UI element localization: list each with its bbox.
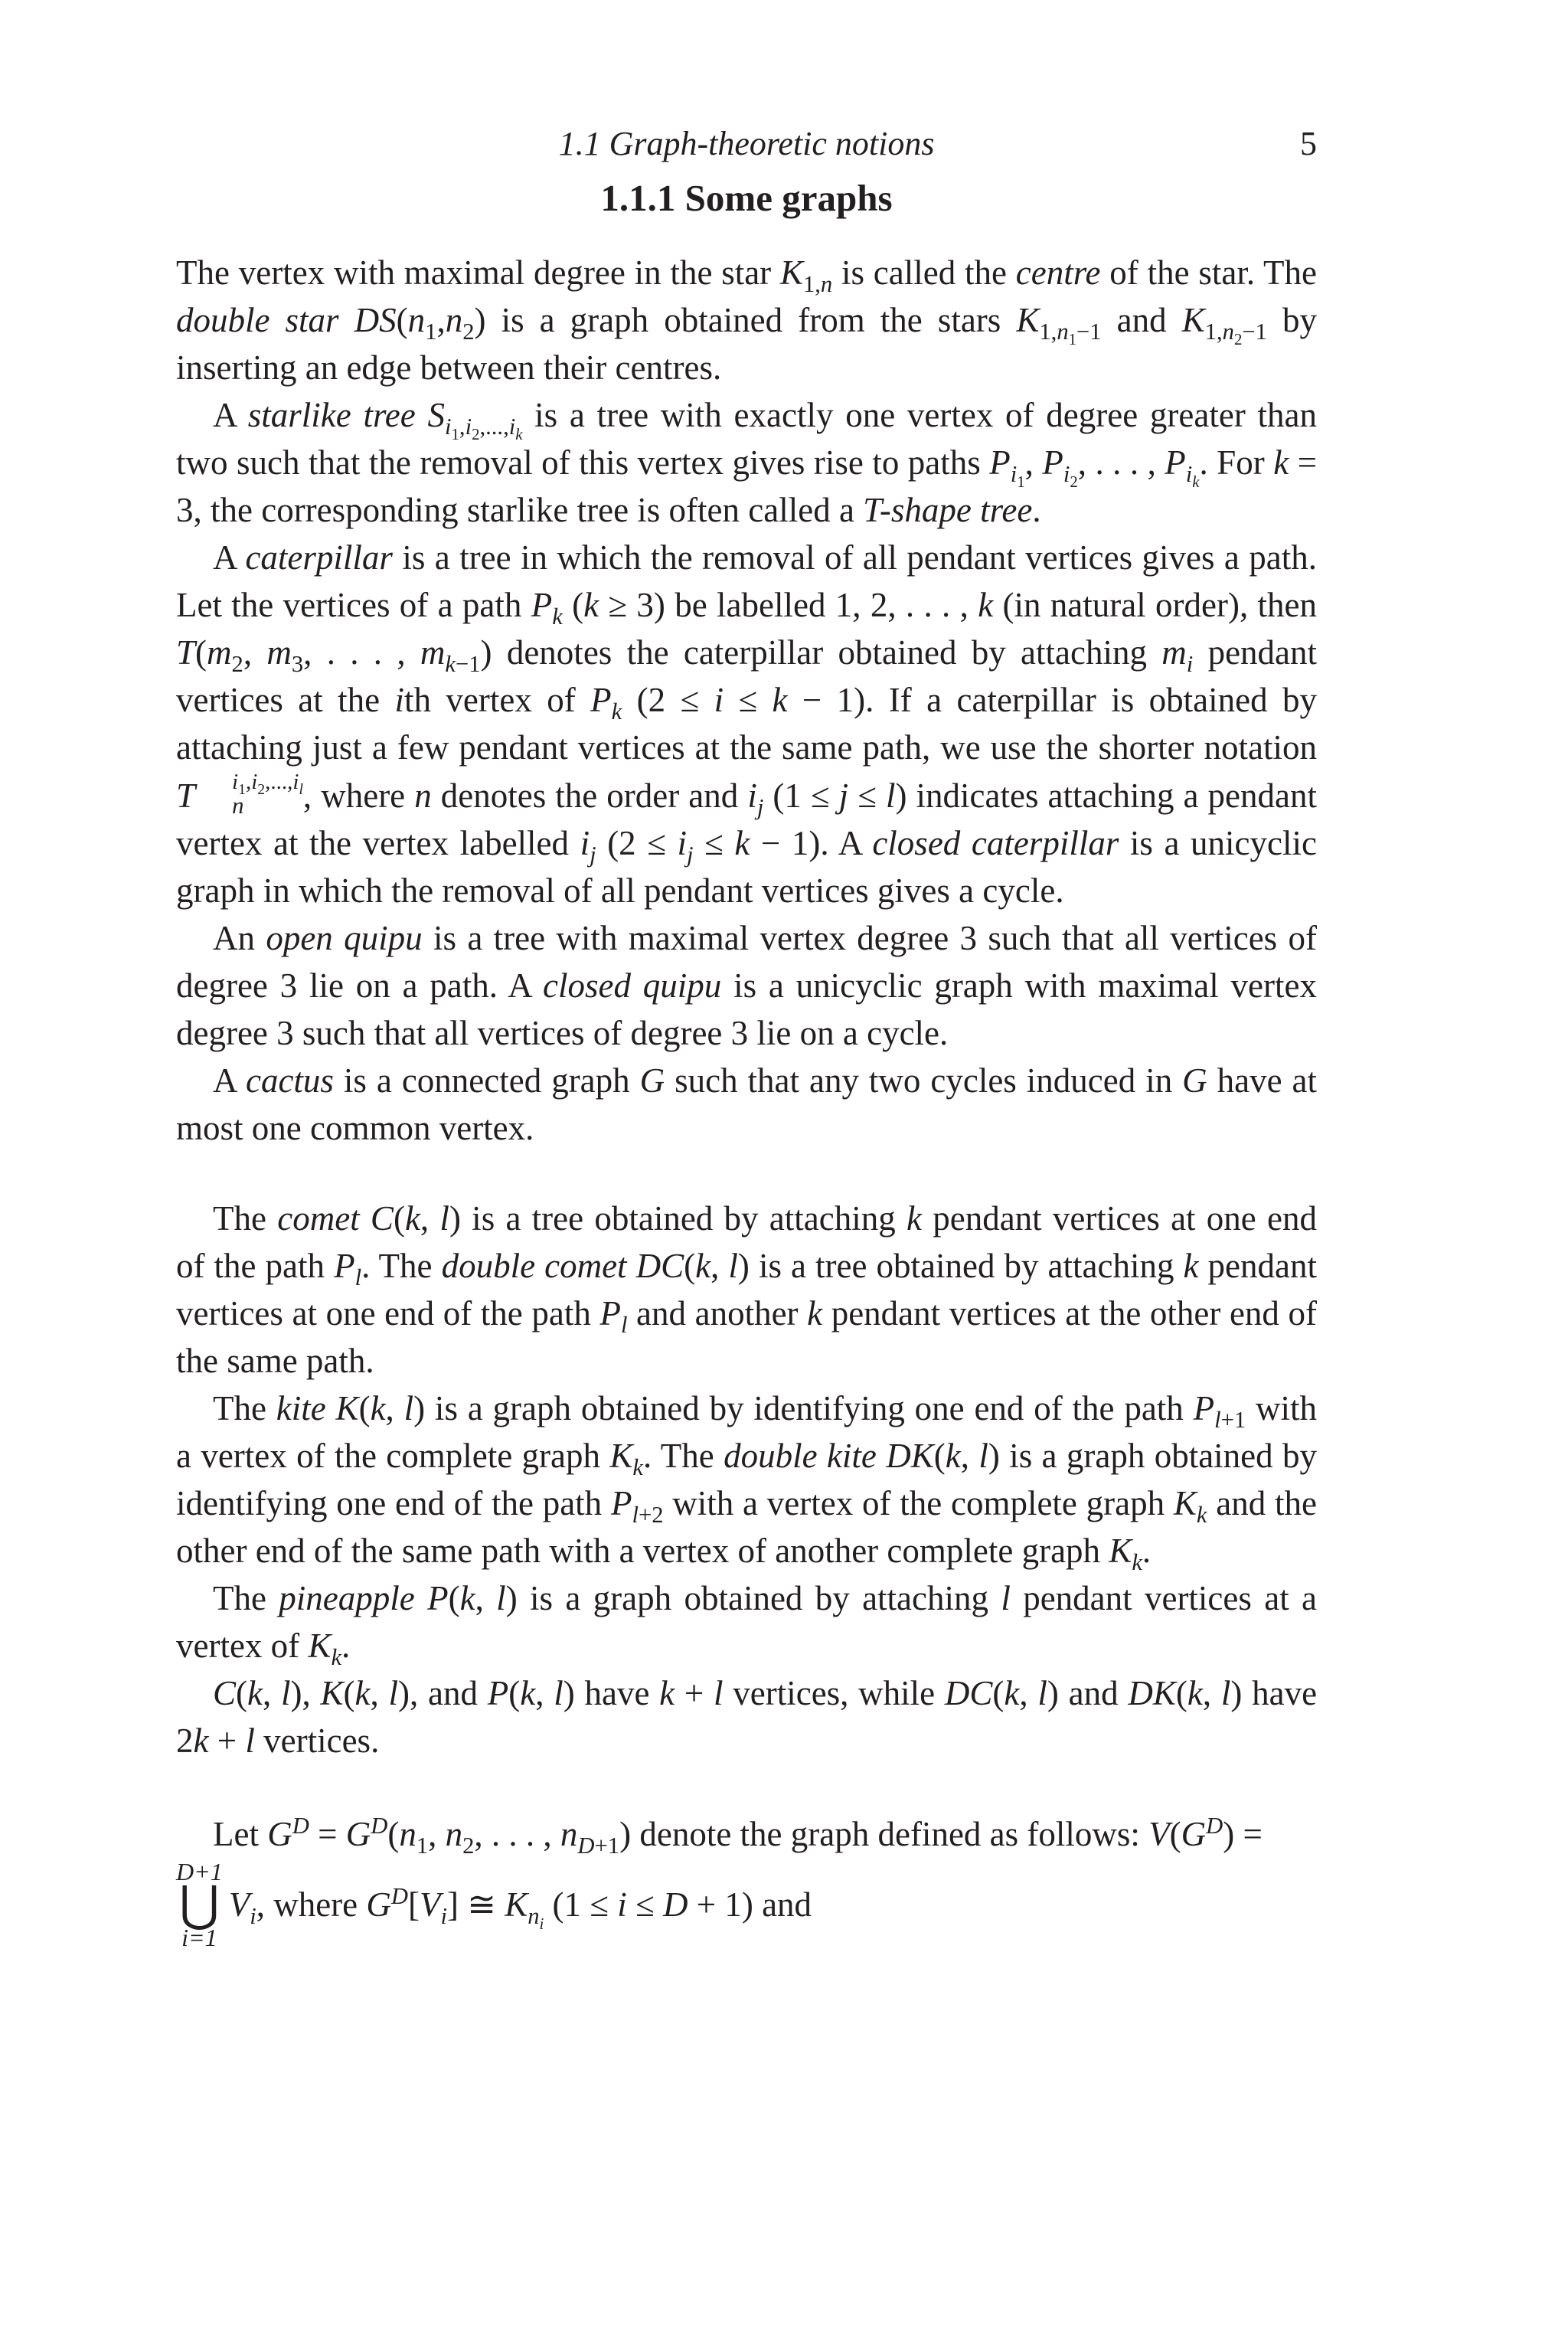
page-number: 5 [1300, 125, 1317, 162]
paragraph-gd-definition: Let $G^D = G^D(n_1$, $n_2$, . . . , $n_{D+1}$) denote the graph defined as follows: $V(G^D)$ = [213, 1813, 1263, 1859]
paragraph-cactus: A cactus is a connected graph G such that any two cycles induced in G have at most one common vertex. [176, 1061, 1318, 1147]
paragraph-pineapple: The pineapple P(k, l) is a graph obtained by attaching l pendant vertices at a vertex of $K_k$. [176, 1579, 1318, 1670]
paragraph-starlike: A starlike tree $S_{i_1,i_2,...,i_k}$ is a tree with exactly one vertex of degree greater than two such that the removal of this vertex gives rise to paths $P_{i_1}$, $P_{i_2}$, . . . , $P_{i_k}$. For k = 3, the corresponding starlike tree is often called a T-shape tree. [176, 396, 1318, 529]
paragraph-vertex-counts: C(k, l), K(k, l), and P(k, l) have k + l vertices, while DC(k, l) and DK(k, l) have 2k + l vertices. [176, 1674, 1318, 1760]
paragraph-kite: The kite K(k, l) is a graph obtained by identifying one end of the path $P_{l+1}$ with a vertex of the complete graph $K_k$. The double kite DK(k, l) is a graph obtained by identifying one end of the path $P_{l+2}$ with a vertex of the complete graph $K_k$ and the other end of the same path with a vertex of another complete graph $K_k$. [176, 1389, 1318, 1575]
running-head [176, 115, 1317, 176]
paragraph-star: The vertex with maximal degree in the star $K_{1,n}$ is called the centre of the star. The double star $DS(n_1,n_2)$ is a graph obtained from the stars $K_{1,n_1-1}$ and $K_{1,n_2-1}$ by inserting an edge between their centres. [176, 253, 1318, 387]
paragraph-gap [176, 1152, 1317, 1195]
section-title: 1.1.1 Some graphs [600, 177, 893, 219]
running-title: 1.1 Graph-theoretic notions [558, 125, 935, 162]
paragraph-comet: The comet C(k, l) is a tree obtained by attaching k pendant vertices at one end of the path $P_l$. The double comet DC(k, l) is a tree obtained by attaching k pendant vertices at one end of the path $P_l$ and another k pendant vertices at the other end of the same path. [176, 1199, 1318, 1380]
paragraph-gap [176, 1764, 1317, 1810]
paragraph-caterpillar: A caterpillar is a tree in which the removal of all pendant vertices gives a path. Let the vertices of a path $P_k$ (k ≥ 3) be labelled 1, 2, . . . , k (in natural order), then $T(m_2$, $m_3$, . . . , $m_{k-1}$) denotes the caterpillar obtained by attaching $m_i$ pendant vertices at the ith vertex of $P_k$ (2 ≤ i ≤ k − 1). If a caterpillar is obtained by attaching just a few pendant vertices at the same path, we use the shorter notation T $i_1,i_2,...,i_l$ n , where n denotes the order and $i_j$ (1 ≤ j ≤ l) indicates attaching a pendant vertex at the vertex labelled $i_j$ $(2 \le i_j \le k - 1)$. A closed caterpillar is a unicyclic graph in which the removal of all pendant vertices gives a cycle. [176, 538, 1318, 910]
page [176, 115, 1317, 1950]
big-union-symbol: D+1 ⋃ i=1 [176, 1858, 223, 1951]
paragraph-quipu: An open quipu is a tree with maximal vertex degree 3 such that all vertices of degree 3 lie on a path. A closed quipu is a unicyclic graph with maximal vertex degree 3 such that all vertices of degree 3 lie on a cycle. [176, 919, 1317, 1052]
union-formula: D+1 ⋃ i=1 $V_i$, where $G^D[V_i]$ ≅ $K_{n_i}$ (1 ≤ i ≤ D + 1) and [176, 1858, 812, 1951]
body-text [176, 249, 1317, 1950]
